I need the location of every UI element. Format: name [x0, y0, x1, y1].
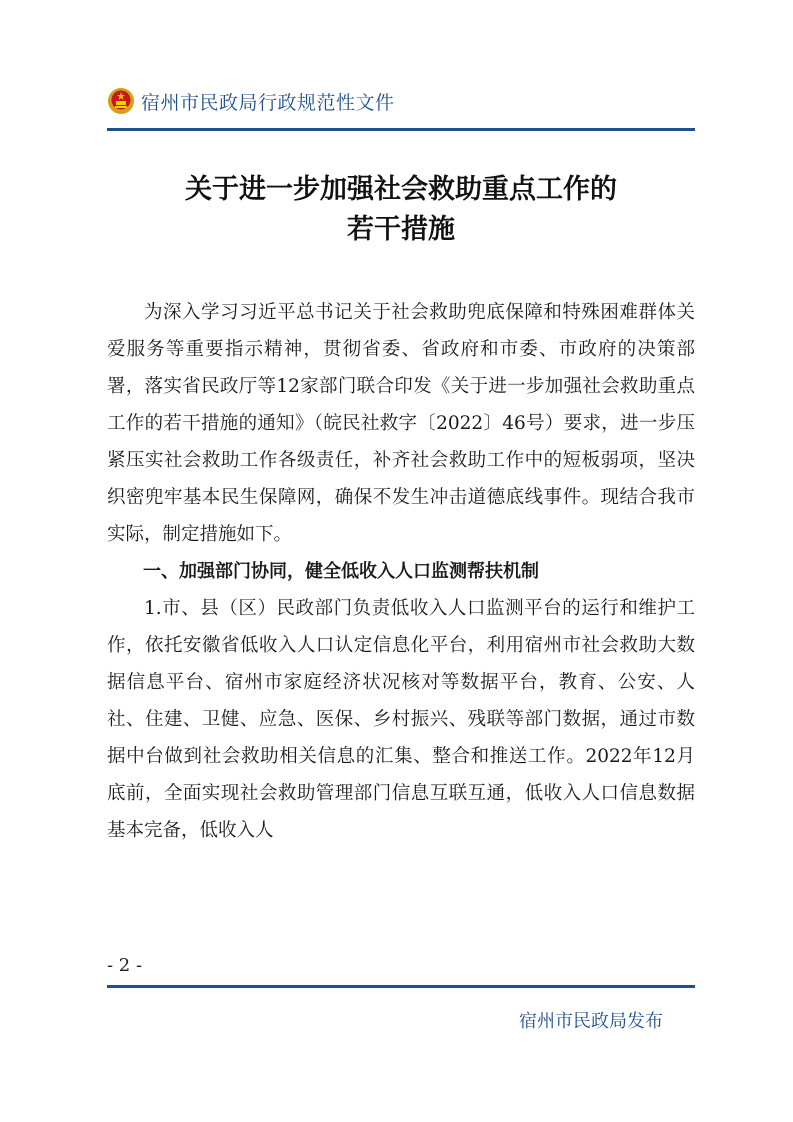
document-body	[107, 294, 695, 849]
header-divider	[107, 128, 695, 131]
document-title-line-1: 关于进一步加强社会救助重点工作的	[185, 174, 617, 205]
page-number: - 2 -	[107, 955, 143, 976]
header-title: 宿州市民政局行政规范性文件	[141, 91, 395, 114]
national-emblem-icon	[107, 87, 135, 115]
footer-divider	[107, 985, 695, 988]
document-header	[107, 84, 395, 118]
document-title-line-2: 若干措施	[347, 214, 455, 245]
publisher-label: 宿州市民政局发布	[519, 1011, 663, 1032]
document-title	[107, 170, 695, 250]
intro-paragraph: 为深入学习习近平总书记关于社会救助兜底保障和特殊困难群体关爱服务等重要指示精神，贯彻省委、省政府和市委、市政府的决策部署，落实省民政厅等12家部门联合印发《关于进一步加强社会救助重点工作的若干措施的通知》（皖民社救字〔2022〕46号）要求，进一步压紧压实社会救助工作各级责任，补齐社会救助工作中的短板弱项，坚决织密兜牢基本民生保障网，确保不发生冲击道德底线事件。现结合我市实际，制定措施如下。	[107, 302, 695, 545]
section-paragraph: 1.市、县（区）民政部门负责低收入人口监测平台的运行和维护工作，依托安徽省低收入人口认定信息化平台，利用宿州市社会救助大数据信息平台、宿州市家庭经济状况核对等数据平台，教育、公安、人社、住建、卫健、应急、医保、乡村振兴、残联等部门数据，通过市数据中台做到社会救助相关信息的汇集、整合和推送工作。2022年12月底前，全面实现社会救助管理部门信息互联互通，低收入人口信息数据基本完备，低收入人	[107, 598, 695, 841]
section-heading: 一、加强部门协同，健全低收入人口监测帮扶机制	[143, 561, 539, 582]
